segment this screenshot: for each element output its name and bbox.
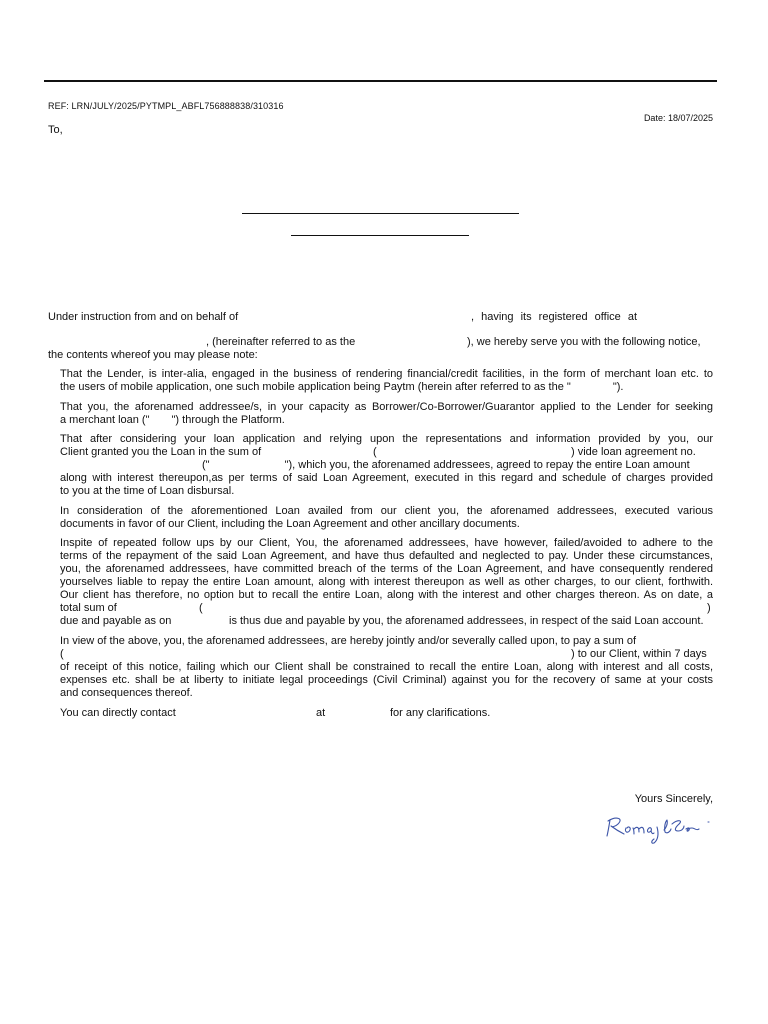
reference-number: REF: LRN/JULY/2025/PYTMPL_ABFL756888838/310316 <box>48 101 284 111</box>
p6-line-5: and consequences thereof. <box>60 687 193 699</box>
p3-line-5: to you at the time of Loan disbursal. <box>60 485 235 497</box>
p1-line-2a: the users of mobile application, one such mobile application being Paytm (herein after referred to as the " <box>60 381 571 393</box>
p3-line-3a: (" <box>202 459 210 471</box>
intro-line-2a: , (hereinafter referred to as the <box>206 336 356 348</box>
p3-line-1: That after considering your loan application and relying upon the representations and information provided by you, our <box>60 433 713 445</box>
intro-line-1b <box>471 311 637 324</box>
signature-image <box>604 810 714 846</box>
p3-line-3 <box>202 459 690 472</box>
p3-line-2a: Client granted you the Loan in the sum of <box>60 446 262 458</box>
p5-line-5: Our client has therefore, no option but to recall the entire Loan, along with the interest and other charges thereon. As on date, a <box>60 589 713 601</box>
p5-line-3: you, the aforenamed addressees, have committed breach of the terms of the Loan Agreement, and have consequently rendered <box>60 563 713 575</box>
p5-line-6c: ) <box>707 602 711 614</box>
p7-contact-text: You can directly contact <box>60 707 176 719</box>
p6-line-3: of receipt of this notice, failing which our Client shall be constrained to recall the entire Loan, along with interest and all costs, <box>60 661 713 673</box>
p2-line-2 <box>60 414 285 427</box>
p7-at-text: at <box>316 707 326 719</box>
intro-line-1a: Under instruction from and on behalf of <box>48 311 239 323</box>
p6-line-2b: ) to our Client, within 7 days <box>571 648 707 660</box>
p3-line-2c: ) vide loan agreement no. <box>571 446 696 458</box>
p3-line-2b: ( <box>373 446 377 458</box>
p1-line-1: That the Lender, is inter-alia, engaged in the business of rendering financial/credit facilities, in the form of merchant loan etc. to <box>60 368 713 380</box>
p6-line-2a: ( <box>60 648 64 660</box>
intro-line-1b-text: , having its registered office at <box>471 311 637 323</box>
notice-date: Date: 18/07/2025 <box>643 113 713 123</box>
subject-underline-2 <box>291 235 469 236</box>
top-rule <box>44 80 717 82</box>
p3-line-3b: "), which you, the aforenamed addressees, agreed to repay the entire Loan amount <box>284 459 690 471</box>
p5-line-6b: ( <box>199 602 203 614</box>
p2-line-2a: a merchant loan (" <box>60 414 150 426</box>
p2-line-1: That you, the aforenamed addressee/s, in your capacity as Borrower/Co-Borrower/Guarantor applied to the Lender for seeking <box>60 401 713 413</box>
p5-line-6a: total sum of <box>60 602 117 614</box>
p5-line-7b: is thus due and payable by you, the aforenamed addressees, in respect of the said Loan account. <box>229 615 704 627</box>
yours-sincerely: Yours Sincerely, <box>634 793 713 805</box>
p1-line-2b: "). <box>612 381 624 393</box>
intro-line-2b: ), we hereby serve you with the following notice, <box>467 336 701 348</box>
p1-line-2 <box>60 381 623 394</box>
to-label: To, <box>48 124 63 136</box>
p5-line-2: terms of the repayment of the said Loan Agreement, and have thus defaulted and neglected to pay. Under these circumstances, <box>60 550 713 562</box>
p5-line-7a: due and payable as on <box>60 615 172 627</box>
p4-line-2: documents in favor of our Client, including the Loan Agreement and other ancillary documents. <box>60 518 520 530</box>
subject-underline-1 <box>242 213 519 214</box>
p5-line-4: yourselves liable to repay the entire Loan amount, along with interest thereupon as well as other charges, to our client, forthwith. <box>60 576 713 588</box>
p3-line-4: along with interest thereupon,as per terms of said Loan Agreement, executed in this regard and schedule of charges provided <box>60 472 713 484</box>
p4-line-1: In consideration of the aforementioned Loan availed from our client you, the aforenamed addressees, executed various <box>60 505 713 517</box>
intro-line-3: the contents whereof you may please note: <box>48 349 258 361</box>
p6-line-1: In view of the above, you, the aforenamed addressees, are hereby jointly and/or severally called upon, to pay a sum of <box>60 635 637 647</box>
p5-line-1: Inspite of repeated follow ups by our Client, You, the aforenamed addressees, have however, failed/avoided to adhere to the <box>60 537 713 549</box>
p7-clarifications-text: for any clarifications. <box>390 707 491 719</box>
p6-line-4: expenses etc. shall be at liberty to initiate legal proceedings (Civil Criminal) against you for the recovery of same at your costs <box>60 674 713 686</box>
p2-line-2b: ") through the Platform. <box>171 414 285 426</box>
